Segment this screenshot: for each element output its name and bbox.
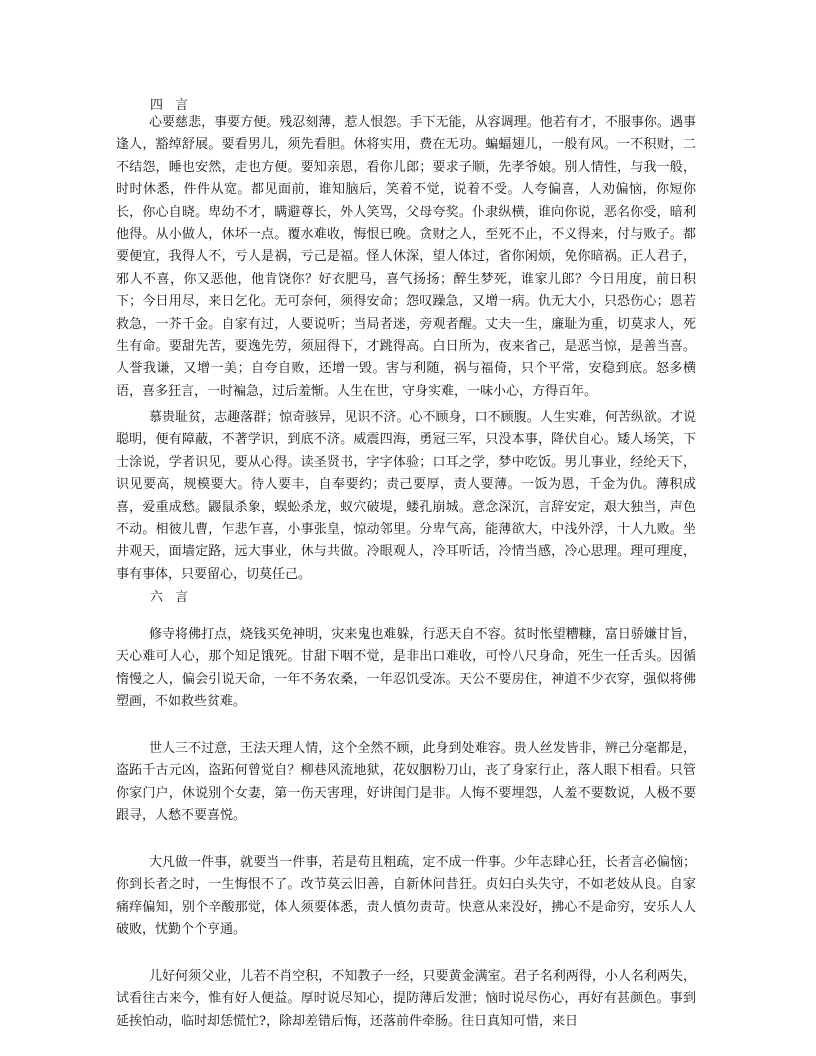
paragraph: 心要慈悲，事要方便。残忍刻薄，惹人恨怨。手下无能，从容调理。他若有才，不服事你。遇事逢人，豁绰舒展。要看男儿，须先看胆。休将实用，费在无功。蝙蝠翅儿，一般有风。一不积财，二不结怨，睡也安然，走也方便。要知亲恩，看你儿郎；要求子顺，先孝爷娘。别人情性，与我一般，时时休悉，件件从宽。都见面前，谁知脑后，笑着不觉，说着不受。人夸偏喜，人劝偏恼，你短你长，你心自晓。卑幼不才，瞒避尊长，外人笑骂，父母夸奖。仆隶纵横，谁向你说，恶名你受，暗利他得。从小做人，休坏一点。覆水难收，悔恨已晚。贪财之人，至死不止，不义得来，付与败子。都要便宜，我得人不，亏人是祸，亏己是福。怪人休深，望人体过，省你闲烦，免你暗祸。正人君子，邪人不喜，你又恶他，他肯饶你？好衣肥马，喜气扬扬；醉生梦死，谁家儿郎？今日用度，前日积下；今日用尽，来日乞化。无可奈何，须得安命；怨叹躁急，又增一病。仇无大小，只恐伤心；恩若救急，一芥千金。自家有过，人要说听；当局者迷，旁观者醒。丈夫一生，廉耻为重，切莫求人，死生有命。要甜先苦，要逸先劳，须屈得下，才跳得高。白日所为，夜来省己，是恶当惊，是善当喜。人誉我谦，又增一美；自夸自败，还增一毁。害与利随，祸与福倚，只个平常，安稳到底。怒多横语，喜多狂言，一时褊急，过后羞惭。人生在世，守身实难，一味小心，方得百年。 bbox=[116, 115, 696, 399]
paragraph: 慕贵耻贫，志趣落群；惊奇骇异，见识不济。心不顾身，口不顾腹。人生实难，何苦纵欲。才说聪明，便有障蔽，不著学识，到底不济。威震四海，勇冠三军，只没本事，降伏自心。矮人场笑，下士涂说，学者识见，要从心得。读圣贤书，字字体验；口耳之学，梦中吃饭。男儿事业，经纶天下，识见要高，规模要大。待人要丰，自奉要约；责己要厚，责人要薄。一饭为恩，千金为仇。薄积成喜，爱重成愁。鼹鼠杀象，蜈蚣杀龙，蚁穴破堤，蝼孔崩城。意念深沉，言辞安定，艰大独当，声色不动。相彼儿曹，乍悲乍喜，小事张皇，惊动邻里。分卑气高，能薄欲大，中浅外浮，十人九败。坐井观天，面墙定路，远大事业，休与共做。冷眼观人，冷耳听话，冷情当感，冷心思理。理可理度，事有事体，只要留心，切莫任己。 bbox=[116, 410, 696, 582]
section-heading-four-characters: 四 言 bbox=[150, 98, 193, 113]
paragraph: 儿好何须父业，儿若不肖空积，不知教子一经，只要黄金满室。君子名利两得，小人名利两失，试看往古来今，惟有好人便益。厚时说尽知心，提防薄后发泄；恼时说尽伤心，再好有甚颜色。事到延挨怕动，临时却恁慌忙?，除却差错后悔，还落前件牵肠。往日真知可惜，来日 bbox=[116, 969, 696, 1029]
paragraph: 世人三不过意，王法天理人情，这个全然不顾，此身到处难容。贵人丝发皆非，辨己分毫都是，盗跖千古元凶，盗跖何曾觉自？柳巷风流地狱，花奴胭粉刀山，丧了身家行止，落人眼下相看。只管你家门户，休说别个女妻，第一伤天害理，好讲闺门是非。人悔不要埋怨，人羞不要数说，人极不要跟寻，人愁不要喜悦。 bbox=[116, 741, 696, 824]
paragraph: 修寺将佛打点，烧钱买免神明，灾来鬼也难躲，行恶天自不容。贫时怅望糟糠，富日骄嫌甘旨，天心难可人心，那个知足饿死。甘甜下咽不觉，是非出口难收，可怜八尺身命，死生一任舌头。因循惰慢之人，偏会引说天命，一年不务农桑，一年忍饥受冻。天公不要房住，神道不少衣穿，强似将佛塑画，不如救些贫难。 bbox=[116, 627, 696, 710]
section-heading-six-characters: 六 言 bbox=[150, 590, 193, 605]
paragraph: 大凡做一件事，就要当一件事，若是苟且粗疏，定不成一件事。少年志肆心狂，长者言必偏恼；你到长者之时，一生悔恨不了。改节莫云旧善，自新休问昔狂。贞妇白头失守，不如老妓从良。自家痛痒偏知，别个辛酸那觉，体人须要体悉，责人慎勿责苛。快意从来没好，拂心不是命穷，安乐人人破败，忧勤个个亨通。 bbox=[116, 855, 696, 938]
